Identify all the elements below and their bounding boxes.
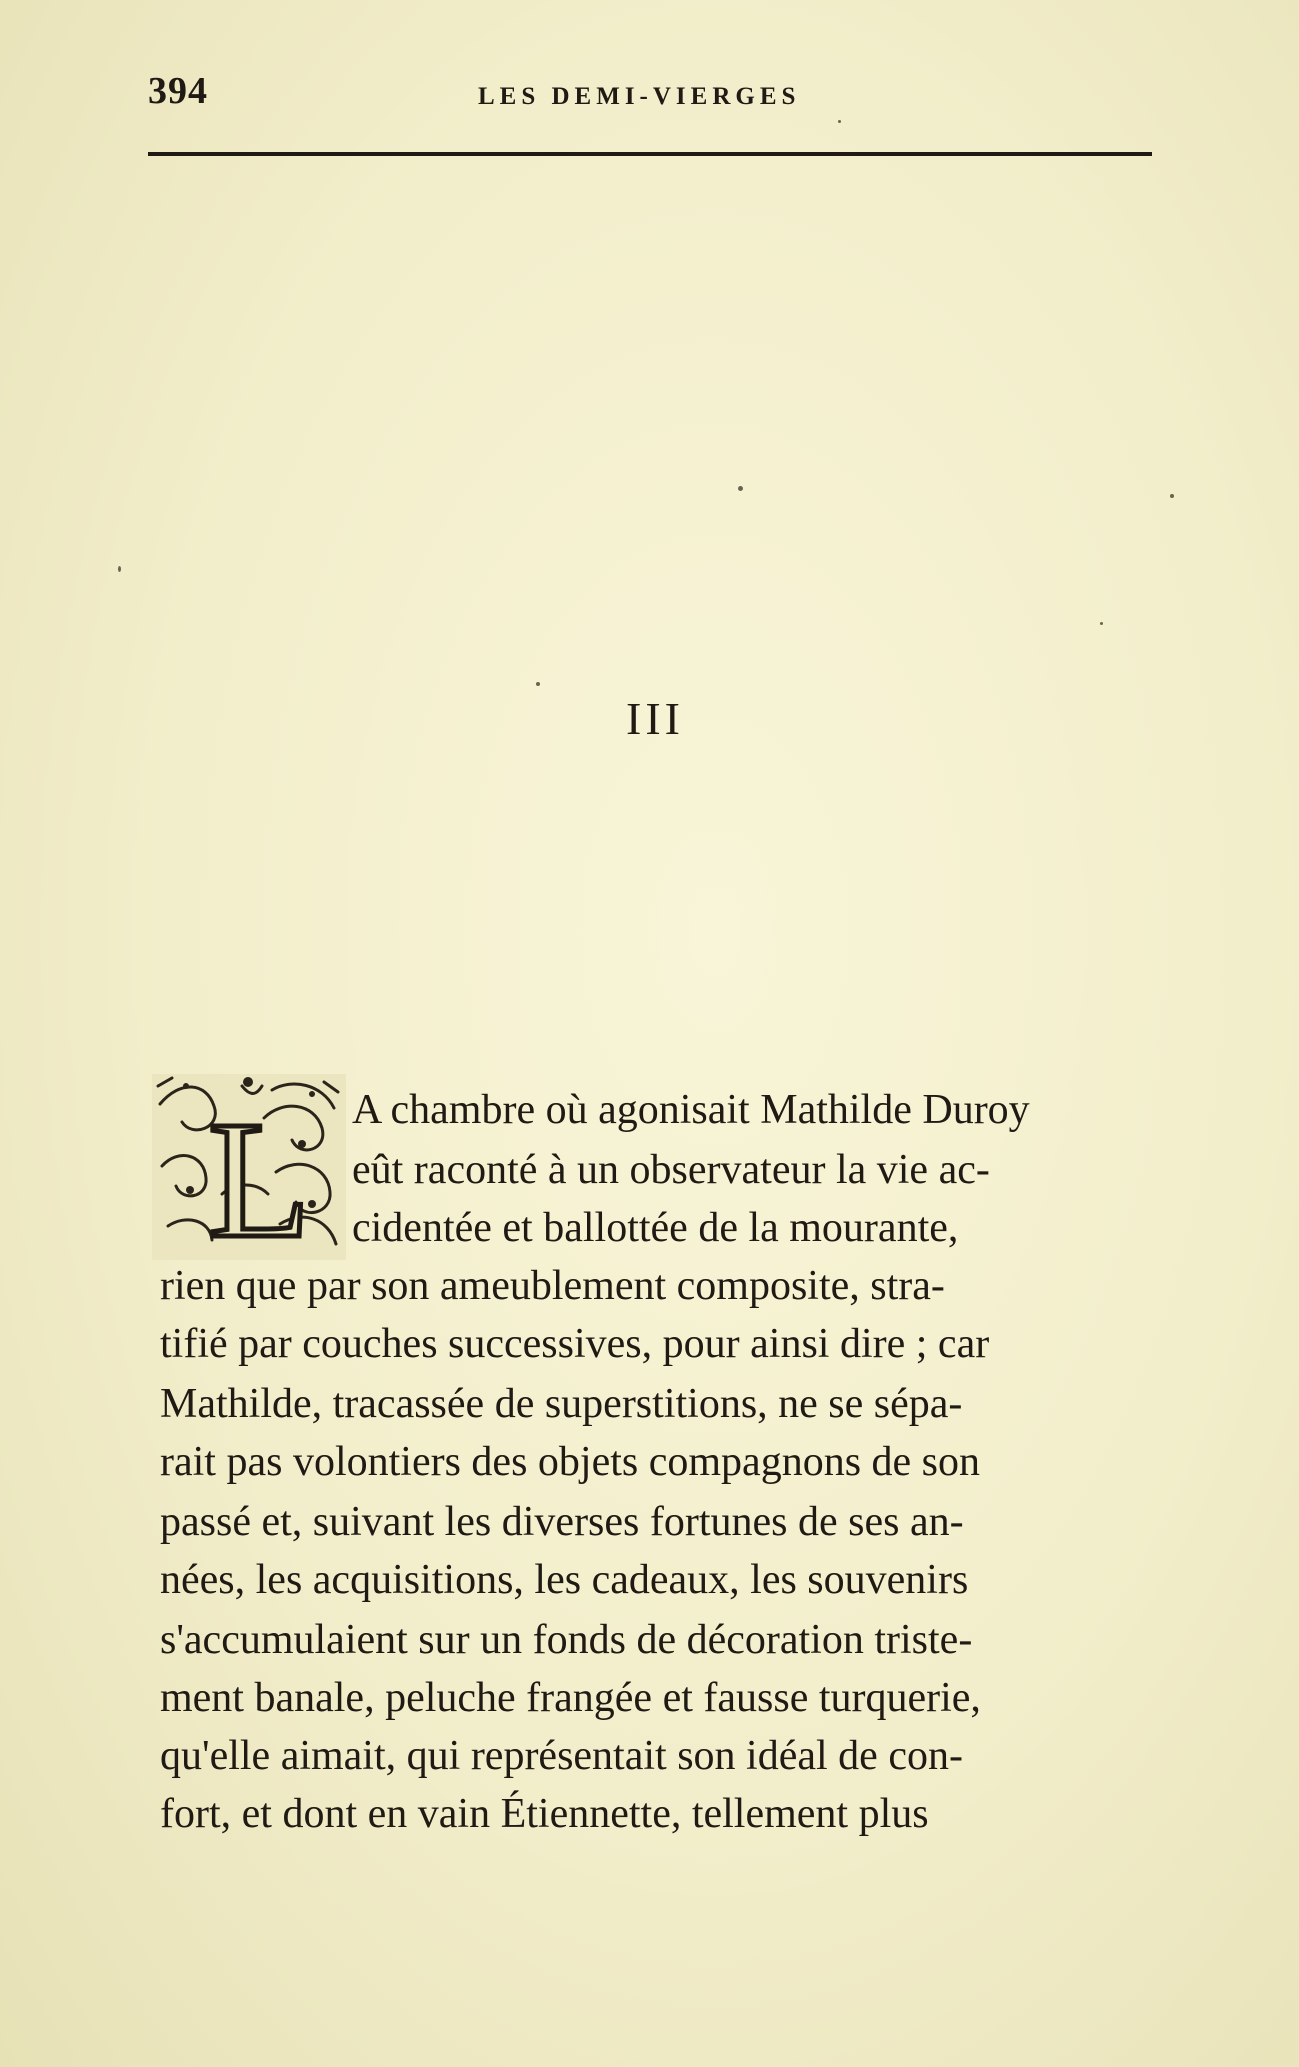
body-line: A chambre où agonisait Mathilde Duroy [352, 1087, 1030, 1133]
body-line: passé et, suivant les diverses fortunes de ses an- [160, 1499, 964, 1545]
body-line: s'accumulaient sur un fonds de décoration triste- [160, 1617, 973, 1663]
body-line: fort, et dont en vain Étiennette, tellement plus [160, 1791, 929, 1837]
paper-speck [536, 682, 540, 686]
paper-speck [838, 120, 841, 123]
body-line: qu'elle aimait, qui représentait son idéal de con- [160, 1733, 963, 1779]
paper-speck [1100, 622, 1103, 625]
body-line: rien que par son ameublement composite, stra- [160, 1263, 945, 1309]
body-line: eût raconté à un observateur la vie ac- [352, 1147, 990, 1193]
ornamental-dropcap-icon [152, 1074, 346, 1260]
dropcap-letter: L [208, 1087, 311, 1260]
page-number: 394 [148, 70, 208, 112]
body-line: Mathilde, tracassée de superstitions, ne se sépa- [160, 1381, 963, 1427]
body-line: tifié par couches successives, pour ainsi dire ; car [160, 1321, 990, 1367]
paper-speck [118, 566, 121, 572]
paper-speck [1170, 494, 1174, 498]
chapter-heading: III [626, 693, 684, 744]
body-line: ment banale, peluche frangée et fausse turquerie, [160, 1675, 981, 1721]
paper-speck [738, 486, 743, 491]
running-head: LES DEMI-VIERGES [478, 83, 801, 110]
body-line: nées, les acquisitions, les cadeaux, les souvenirs [160, 1557, 969, 1603]
body-line: cidentée et ballottée de la mourante, [352, 1205, 959, 1251]
body-line: rait pas volontiers des objets compagnons de son [160, 1439, 981, 1485]
header-rule [148, 152, 1152, 156]
